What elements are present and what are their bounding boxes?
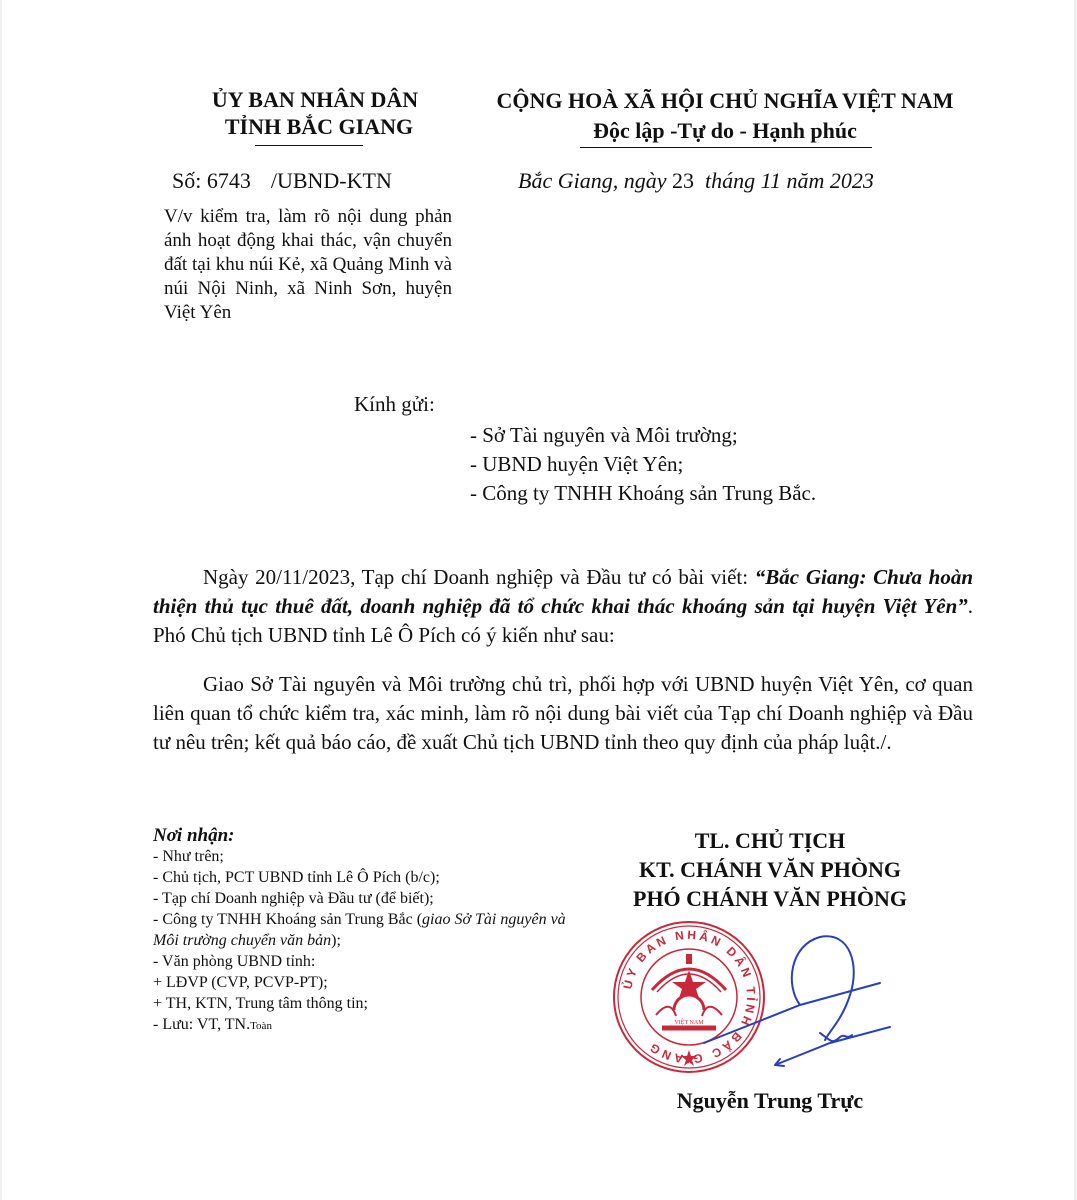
- document-date: [518, 168, 874, 194]
- recipient-item: - Tạp chí Doanh nghiệp và Đầu tư (để biết);: [153, 890, 434, 907]
- svg-text:ỦY BAN NHÂN DÂN TỈNH BẮC GIANG: ỦY BAN NHÂN DÂN TỈNH BẮC GIANG: [620, 927, 759, 1067]
- handwritten-signature: [680, 925, 910, 1075]
- signature-title-1: TL. CHỦ TỊCH: [694, 828, 846, 853]
- p2-text: Giao Sở Tài nguyên và Môi trường chủ trì, phối hợp với UBND huyện Việt Yên, cơ quan liên quan tổ chức kiểm tra, xác minh, làm rõ nội dung bài viết của Tạp chí Doanh nghiệp và Đầu tư nêu trên; kết quả báo cáo, đề xuất Chủ tịch UBND tỉnh theo quy định của pháp luật./.: [153, 672, 973, 754]
- p1-start: Ngày 20/11/2023, Tạp chí Doanh nghiệp và Đầu tư có bài viết:: [203, 565, 755, 589]
- agency-underline: [255, 145, 363, 146]
- svg-text:VIỆT NAM: VIỆT NAM: [674, 1020, 704, 1026]
- archive-text: - Lưu: VT, TN.: [153, 1016, 251, 1033]
- document-number-prefix: Số: 6743: [172, 168, 251, 193]
- document-subject: V/v kiểm tra, làm rõ nội dung phản ánh hoạt động khai thác, vận chuyển đất tại khu núi Kẻ, xã Quảng Minh và núi Nội Ninh, xã Ninh Sơn, huyện Việt Yên: [164, 206, 452, 323]
- page-edge-left: [0, 0, 2, 1200]
- recipients-block: [153, 825, 573, 1037]
- addressee-item: - Công ty TNHH Khoáng sản Trung Bắc.: [470, 481, 817, 505]
- agency-header: [150, 86, 480, 140]
- company-suffix: );: [331, 932, 341, 949]
- date-day: 23: [671, 168, 694, 193]
- recipient-item: - Văn phòng UBND tỉnh:: [153, 953, 316, 970]
- document-number: [172, 168, 392, 194]
- motto: Độc lập -Tự do - Hạnh phúc: [593, 118, 857, 143]
- signer-name: Nguyễn Trung Trực: [676, 1088, 864, 1113]
- company-note: giao Sở Tài nguyên và Môi trường chuyển văn bản: [153, 911, 566, 949]
- signature-title-2: KT. CHÁNH VĂN PHÒNG: [639, 857, 901, 882]
- addressee-item: - UBND huyện Việt Yên;: [470, 452, 684, 476]
- signature-title-block: [590, 826, 950, 913]
- recipient-item: - Như trên;: [153, 848, 224, 865]
- body-paragraph-2: [153, 670, 973, 757]
- article-title-quote: “Bắc Giang: Chưa hoàn thiện thủ tục thuê đất, doanh nghiệp đã tổ chức khai thác khoáng sản tại huyện Việt Yên”: [153, 565, 973, 618]
- company-prefix: - Công ty TNHH Khoáng sản Trung Bắc (: [153, 911, 423, 928]
- archive-initials: Toàn: [250, 1020, 272, 1032]
- agency-line-1: ỦY BAN NHÂN DÂN: [211, 87, 419, 112]
- p1-end: . Phó Chủ tịch UBND tỉnh Lê Ô Pích có ý kiến như sau:: [153, 594, 973, 647]
- signature-title-3: PHÓ CHÁNH VĂN PHÒNG: [633, 886, 907, 911]
- addressee-item: - Sở Tài nguyên và Môi trường;: [470, 423, 738, 447]
- motto-underline: [580, 147, 872, 148]
- agency-line-2: TỈNH BẮC GIANG: [224, 114, 414, 139]
- addressee-list: [470, 421, 816, 508]
- date-suffix: tháng 11 năm 2023: [704, 168, 874, 193]
- body-paragraph-1: [153, 563, 973, 650]
- recipient-item-company: [153, 909, 573, 951]
- date-prefix: Bắc Giang, ngày: [518, 168, 667, 193]
- recipient-item: + TH, KTN, Trung tâm thông tin;: [153, 995, 368, 1012]
- document-number-suffix: /UBND-KTN: [270, 168, 392, 193]
- recipients-title: Nơi nhận:: [153, 825, 235, 846]
- recipient-archive: [153, 1014, 573, 1037]
- recipient-item: + LĐVP (CVP, PCVP-PT);: [153, 974, 328, 991]
- addressee-label: Kính gửi:: [354, 392, 435, 416]
- nation-header: [470, 86, 980, 146]
- recipient-item: - Chủ tịch, PCT UBND tỉnh Lê Ô Pích (b/c);: [153, 869, 440, 886]
- nation-title: CỘNG HOÀ XÃ HỘI CHỦ NGHĨA VIỆT NAM: [496, 88, 954, 113]
